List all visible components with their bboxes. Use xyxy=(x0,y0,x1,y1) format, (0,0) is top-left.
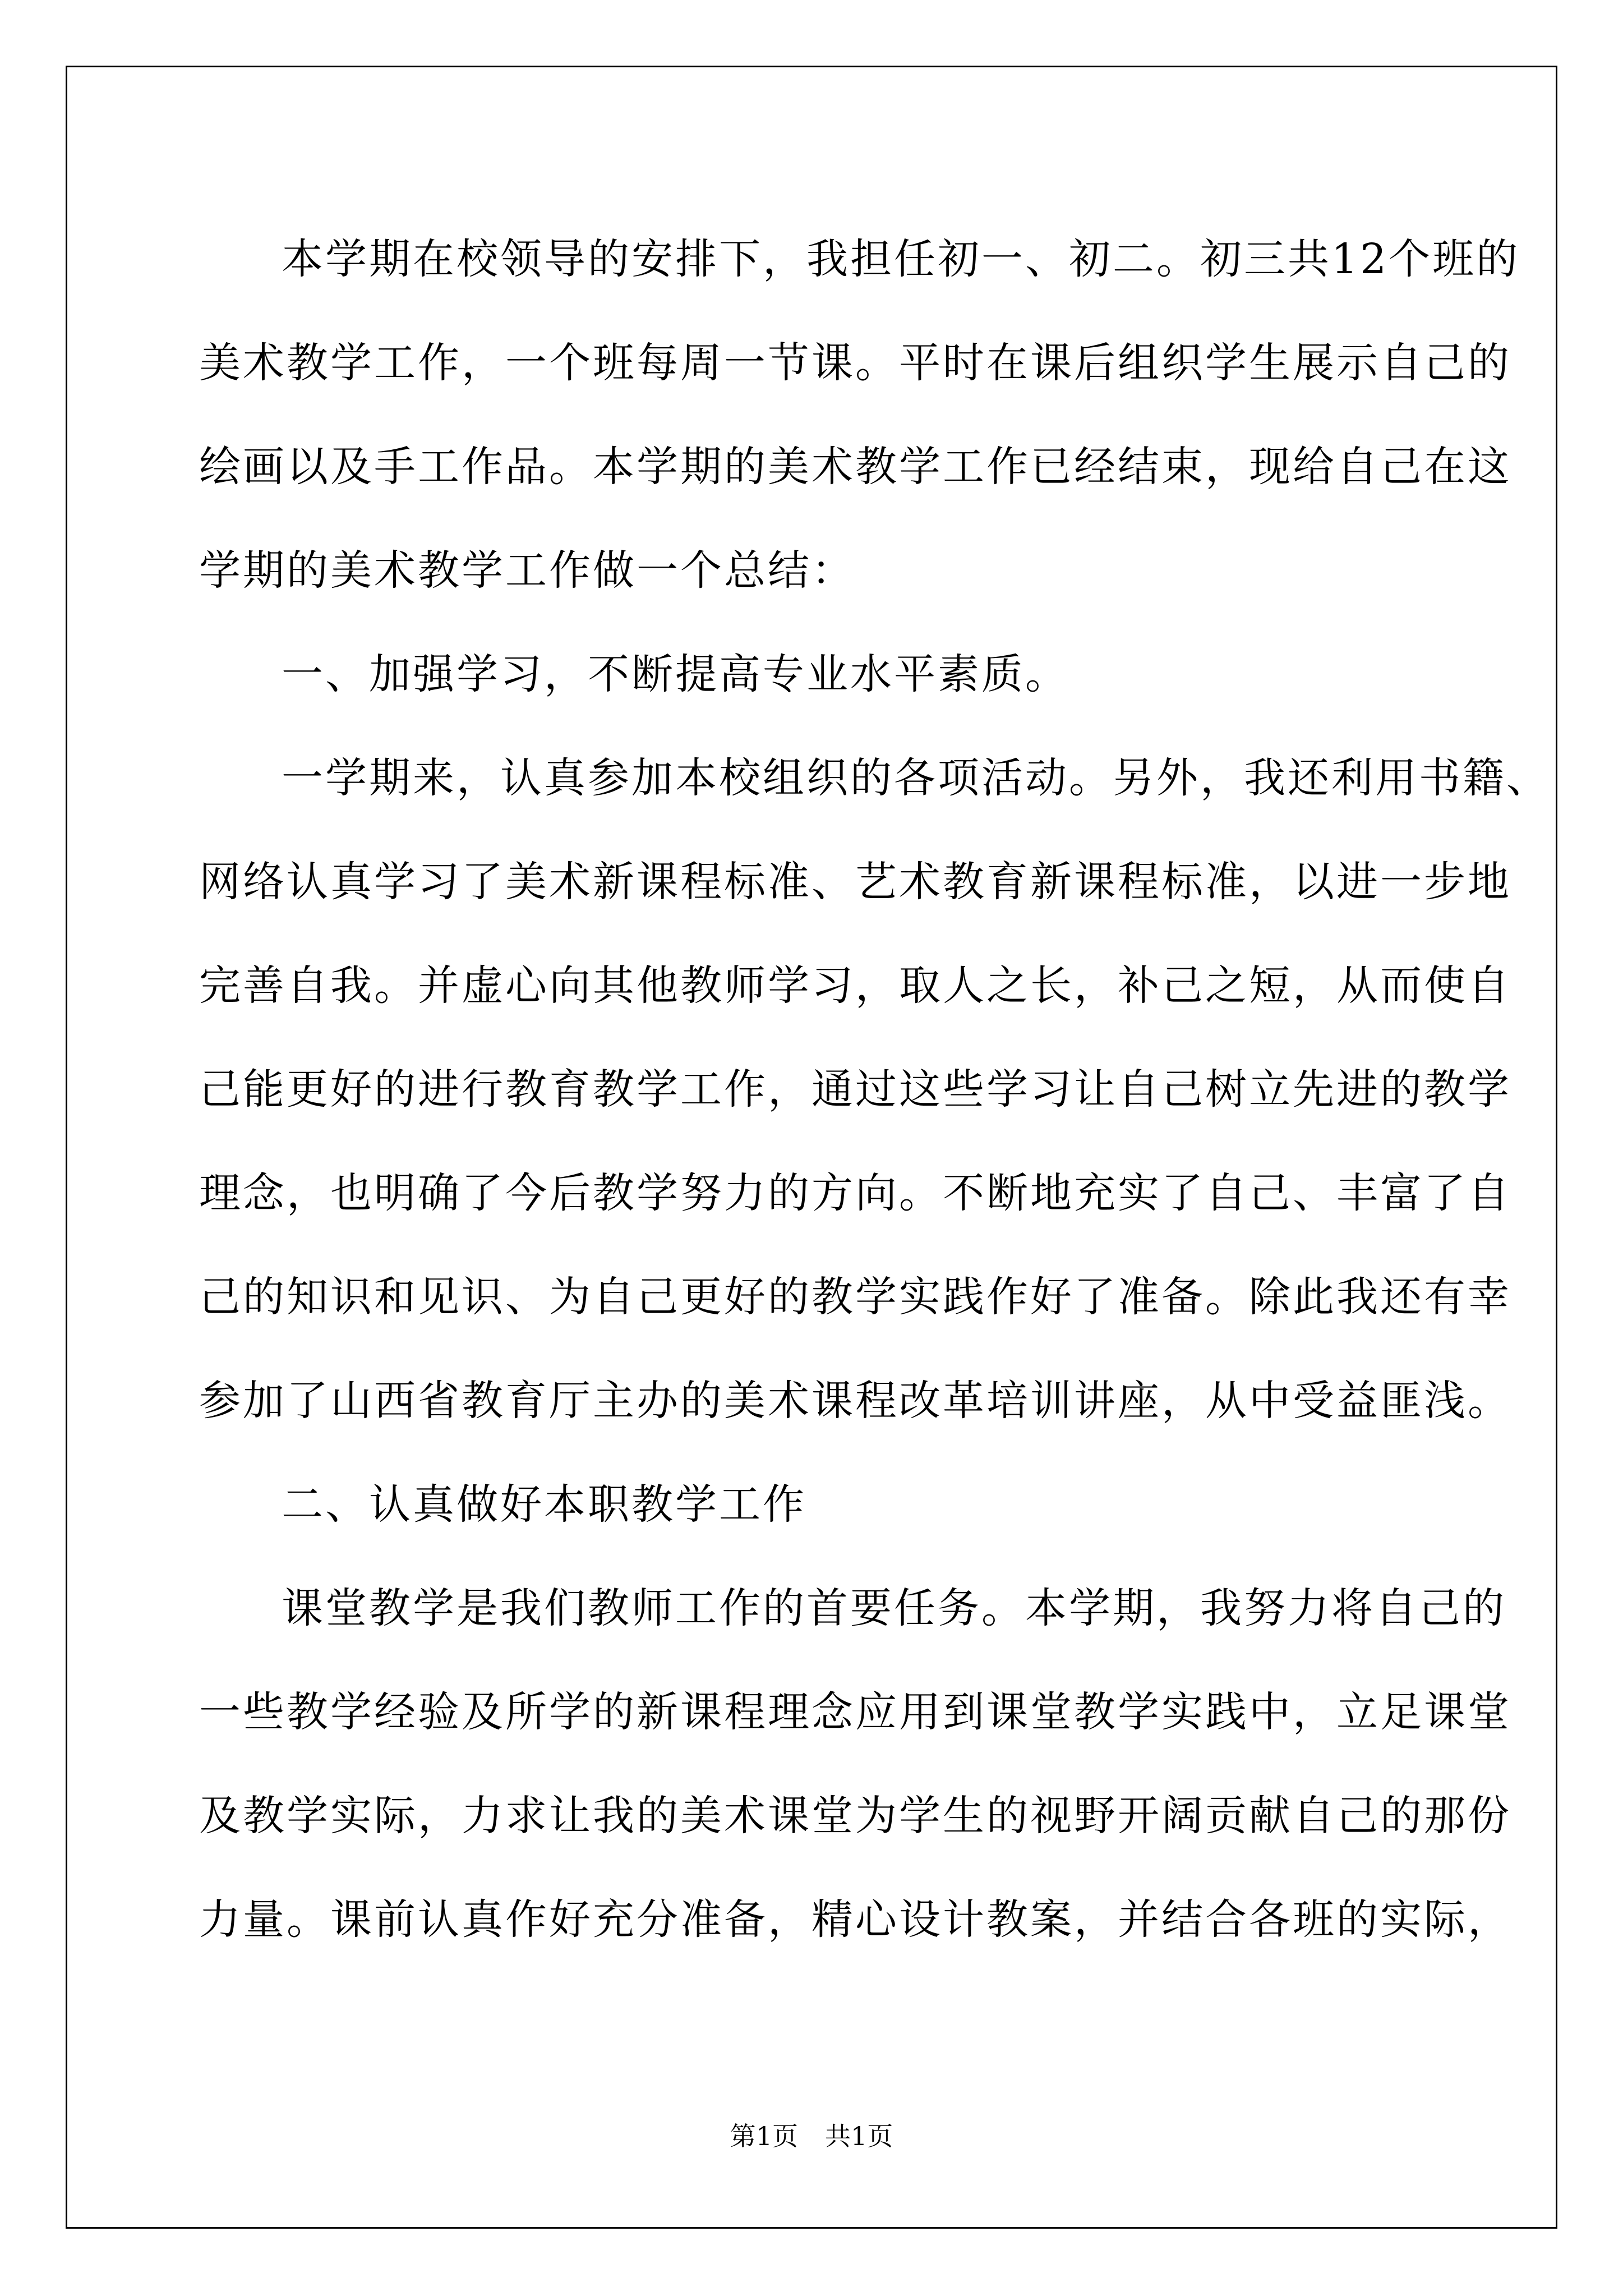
paragraph-line: 己的知识和见识、为自己更好的教学实践作好了准备。除此我还有幸 xyxy=(199,1273,1511,1321)
paragraph-line: 课堂教学是我们教师工作的首要任务。本学期，我努力将自己的 xyxy=(282,1584,1506,1632)
document-body xyxy=(199,208,1550,1972)
page-footer xyxy=(0,2119,1623,2153)
paragraph-line: 一学期来，认真参加本校组织的各项活动。另外，我还利用书籍、 xyxy=(282,754,1550,802)
paragraph-line: 己能更好的进行教育教学工作，通过这些学习让自己树立先进的教学 xyxy=(199,1065,1511,1114)
paragraph-line: 网络认真学习了美术新课程标准、艺术教育新课程标准，以进一步地 xyxy=(199,858,1511,906)
paragraph-line: 完善自我。并虚心向其他教师学习，取人之长，补己之短，从而使自 xyxy=(199,961,1511,1010)
paragraph-line: 一些教学经验及所学的新课程理念应用到课堂教学实践中，立足课堂 xyxy=(199,1688,1511,1736)
paragraph-line: 美术教学工作，一个班每周一节课。平时在课后组织学生展示自己的 xyxy=(199,339,1511,387)
section-heading: 一、加强学习，不断提高专业水平素质。 xyxy=(282,650,1069,698)
page-number-current: 第1页 xyxy=(730,2121,798,2151)
section-heading: 二、认真做好本职教学工作 xyxy=(282,1480,806,1529)
paragraph-line: 学期的美术教学工作做一个总结： xyxy=(199,546,855,595)
paragraph-line: 理念，也明确了今后教学努力的方向。不断地充实了自己、丰富了自 xyxy=(199,1169,1511,1217)
paragraph-line: 力量。课前认真作好充分准备，精心设计教案，并结合各班的实际， xyxy=(199,1895,1511,1944)
paragraph-line: 绘画以及手工作品。本学期的美术教学工作已经结束，现给自己在这 xyxy=(199,443,1511,491)
paragraph-line: 参加了山西省教育厅主办的美术课程改革培训讲座，从中受益匪浅。 xyxy=(199,1377,1511,1425)
paragraph-line: 及教学实际，力求让我的美术课堂为学生的视野开阔贡献自己的那份 xyxy=(199,1792,1511,1840)
paragraph-line: 本学期在校领导的安排下，我担任初一、初二。初三共12个班的 xyxy=(282,235,1520,283)
page-number-total: 共1页 xyxy=(825,2121,893,2151)
